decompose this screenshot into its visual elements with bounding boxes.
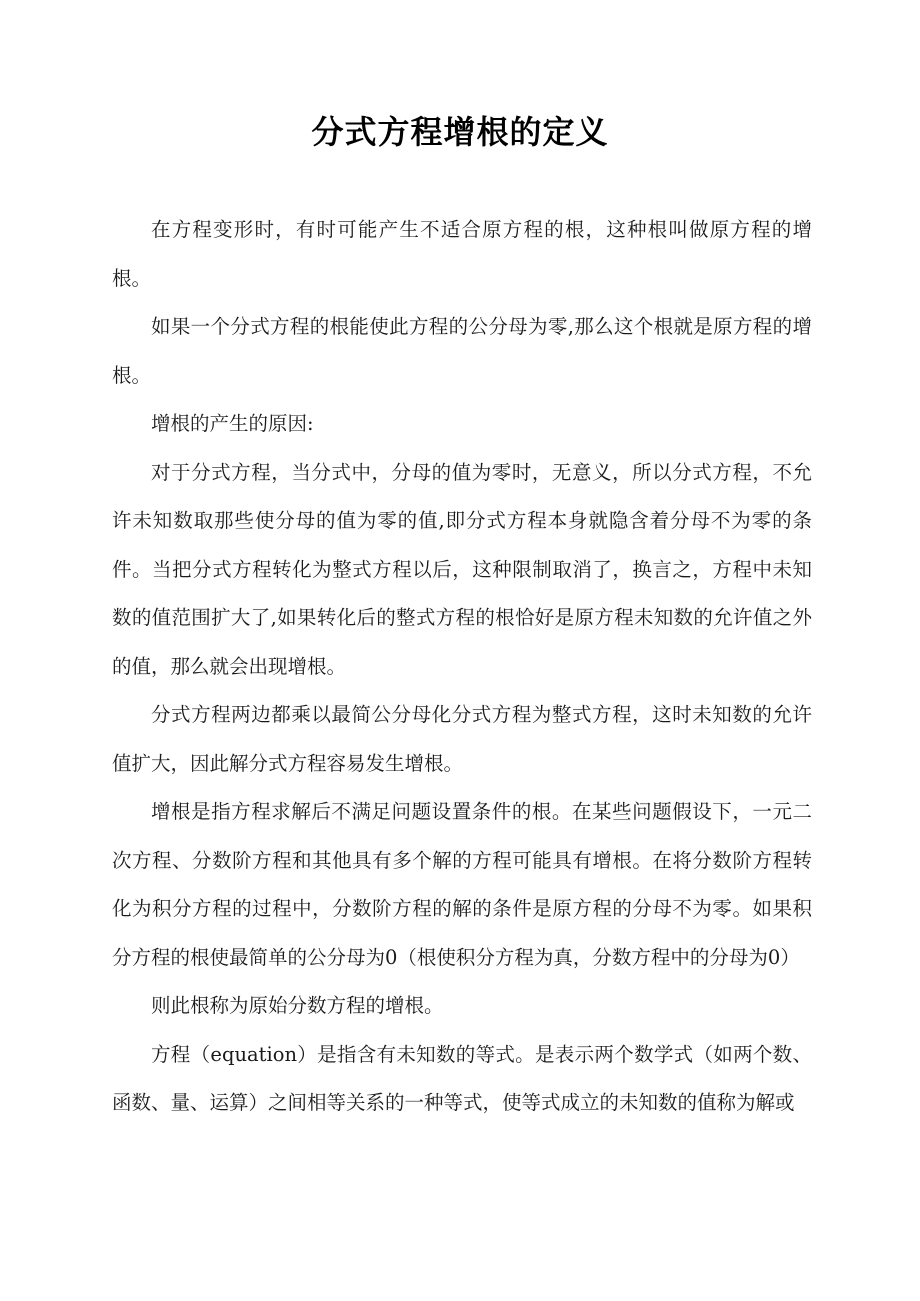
paragraph-fractional-order: 增根是指方程求解后不满足问题设置条件的根。在某些问题假设下，一元二次方程、分数阶方程和其他具有多个解的方程可能具有增根。在将分数阶方程转化为积分方程的过程中，分数阶方程的解的条件是原方程的分母不为零。如果积分方程的根使最简单的公分母为0（根使积分方程为真，分数方程中的分母为0） bbox=[112, 800, 812, 969]
paragraph-extraneous-root-definition: 在方程变形时，有时可能产生不适合原方程的根，这种根叫做原方程的增根。 bbox=[112, 218, 812, 290]
paragraph-cause-heading: 增根的产生的原因: bbox=[151, 412, 314, 435]
paragraph-cause-explanation: 对于分式方程，当分式中，分母的值为零时，无意义，所以分式方程，不允许未知数取那些使分母的值为零的值,即分式方程本身就隐含着分母不为零的条件。当把分式方程转化为整式方程以后，这种限制取消了，换言之，方程中未知数的值范围扩大了,如果转化后的整式方程的根恰好是原方程未知数的允许值之外的值，那么就会出现增根。 bbox=[112, 460, 812, 678]
page-title: 分式方程增根的定义 bbox=[311, 113, 609, 151]
document-body bbox=[112, 206, 812, 1128]
paragraph-equation-definition: 方程（equation）是指含有未知数的等式。是表示两个数学式（如两个数、函数、量、运算）之间相等关系的一种等式，使等式成立的未知数的值称为解或 bbox=[112, 1042, 812, 1114]
paragraph-denominator-zero: 如果一个分式方程的根能使此方程的公分母为零,那么这个根就是原方程的增根。 bbox=[112, 315, 812, 387]
paragraph-original-equation-root: 则此根称为原始分数方程的增根。 bbox=[151, 994, 444, 1017]
paragraph-multiply-denominator: 分式方程两边都乘以最简公分母化分式方程为整式方程，这时未知数的允许值扩大，因此解分式方程容易发生增根。 bbox=[112, 703, 812, 775]
